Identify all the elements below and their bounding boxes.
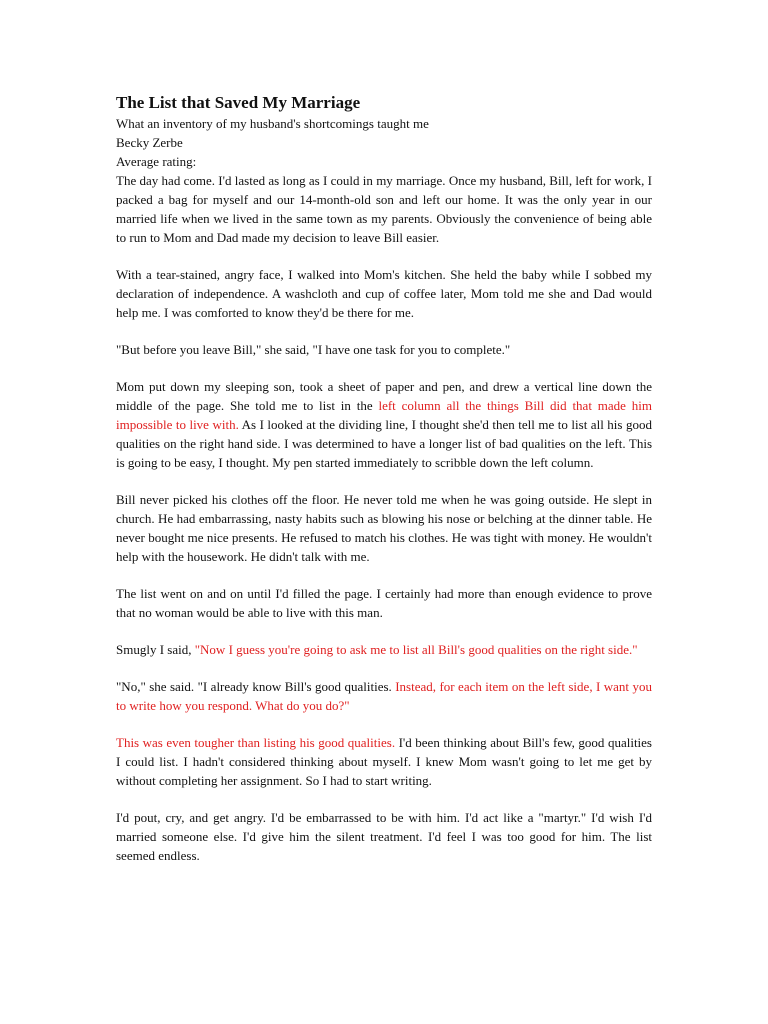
- paragraph-text: The day had come. I'd lasted as long as I could in my marriage. Once my husband, Bill, left for work, I packed a bag for myself and our 14-month-old son and left our home. It was the only year in our married life when we lived in the same town as my parents. Obviously the convenience of being able to run to Mom and Dad made my decision to leave Bill easier.: [116, 173, 652, 245]
- paragraph: [116, 490, 652, 566]
- paragraph: [116, 640, 652, 659]
- paragraph-text: I'd pout, cry, and get angry. I'd be embarrassed to be with him. I'd act like a "martyr." I'd wish I'd married someone else. I'd give him the silent treatment. I'd feel I was too good for him. The list seemed endless.: [116, 810, 652, 863]
- paragraph: [116, 808, 652, 865]
- paragraph-text: The list went on and on until I'd filled the page. I certainly had more than enough evidence to prove that no woman would be able to live with this man.: [116, 586, 652, 620]
- rating-label: Average rating:: [116, 154, 197, 169]
- paragraph: [116, 171, 652, 247]
- paragraph: [116, 377, 652, 472]
- paragraph: [116, 340, 652, 359]
- paragraph: [116, 677, 652, 715]
- paragraph-text: "But before you leave Bill," she said, "I have one task for you to complete.": [116, 342, 511, 357]
- paragraph: [116, 584, 652, 622]
- article-body: [116, 171, 652, 865]
- paragraph-text: Mom put down my sleeping son, took a sheet of paper and pen, and drew a vertical line down the middle of the page. She told me to list in the: [116, 379, 652, 413]
- highlighted-text: This was even tougher than listing his good qualities.: [116, 735, 396, 750]
- paragraph: [116, 733, 652, 790]
- paragraph-text: Smugly I said,: [116, 642, 195, 657]
- document-page: [116, 92, 652, 883]
- paragraph-text: Bill never picked his clothes off the floor. He never told me when he was going outside. He slept in church. He had embarrassing, nasty habits such as blowing his nose or belching at the dinner table. He never bought me nice presents. He refused to match his clothes. He was tight with money. He wouldn't help with the housework. He didn't talk with me.: [116, 492, 652, 564]
- highlighted-text: left column all the things Bill did that made him impossible to live with.: [116, 398, 652, 432]
- article-subtitle: What an inventory of my husband's shortcomings taught me: [116, 116, 429, 131]
- paragraph-text: I'd been thinking about Bill's few, good qualities I could list. I hadn't considered thinking about myself. I knew Mom wasn't going to let me get by without completing her assignment. So I had to start writing.: [116, 735, 652, 788]
- paragraph: [116, 265, 652, 322]
- article-title: The List that Saved My Marriage: [116, 93, 361, 112]
- paragraph-text: With a tear-stained, angry face, I walked into Mom's kitchen. She held the baby while I sobbed my declaration of independence. A washcloth and cup of coffee later, Mom told me she and Dad would help me. I was comforted to know they'd be there for me.: [116, 267, 652, 320]
- paragraph-text: "No," she said. "I already know Bill's good qualities.: [116, 679, 396, 694]
- paragraph-text: As I looked at the dividing line, I thought she'd then tell me to list all his good qualities on the right hand side. I was determined to have a longer list of bad qualities on the left. This is going to be easy, I thought. My pen started immediately to scribble down the left column.: [116, 417, 652, 470]
- highlighted-text: "Now I guess you're going to ask me to list all Bill's good qualities on the right side.": [194, 642, 638, 657]
- article-author: Becky Zerbe: [116, 135, 183, 150]
- highlighted-text: Instead, for each item on the left side, I want you to write how you respond. What do you do?": [116, 679, 652, 713]
